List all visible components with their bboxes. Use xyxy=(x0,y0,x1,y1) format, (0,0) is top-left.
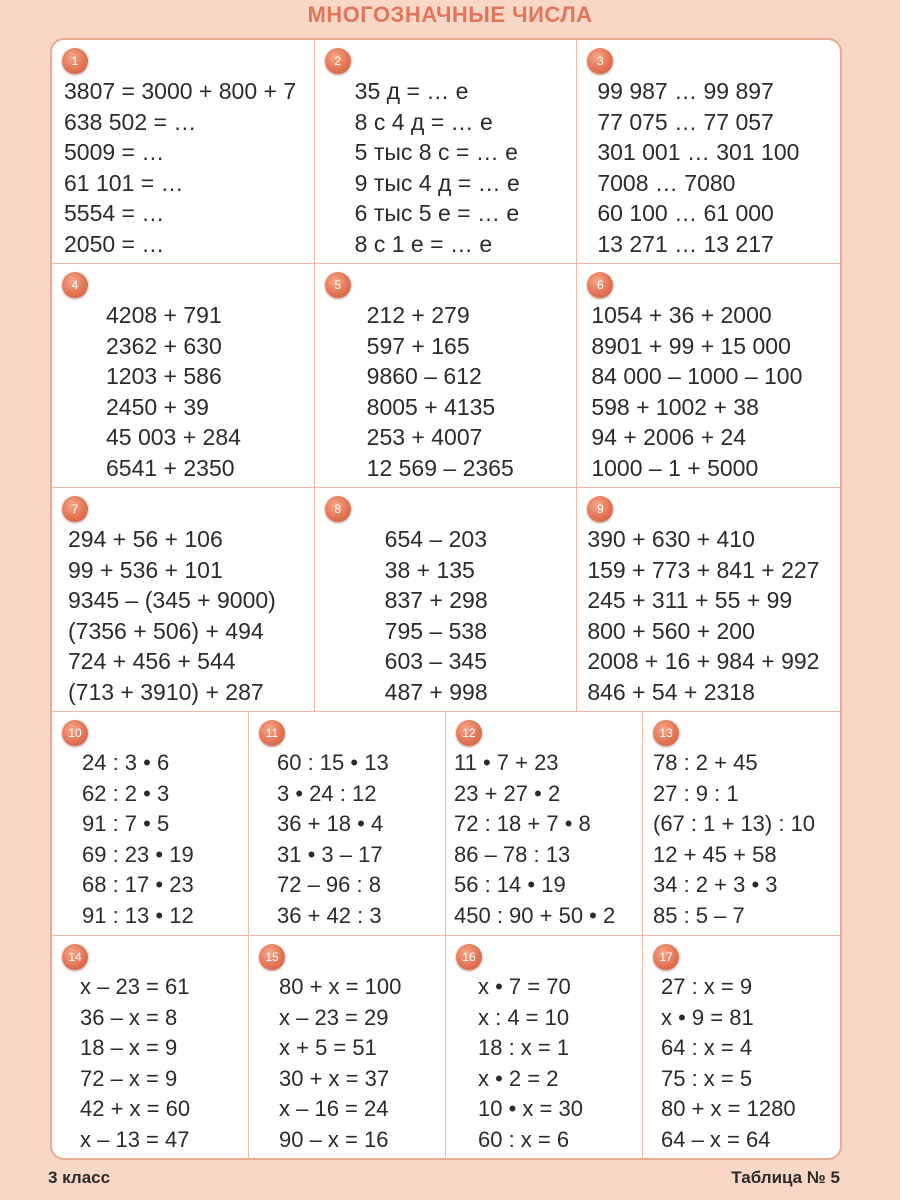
exercise-line: 2008 + 16 + 984 + 992 xyxy=(587,648,820,674)
exercise-line: 846 + 54 + 2318 xyxy=(587,678,755,705)
table-row xyxy=(52,488,840,712)
exercise-line: 12 569 – 2365 xyxy=(366,454,514,481)
table-number: Таблица № 5 xyxy=(731,1168,840,1187)
exercise-number-badge: 7 xyxy=(62,496,88,522)
exercise-line: 18 – x = 9 xyxy=(80,1035,178,1060)
exercise-list xyxy=(279,972,401,1155)
exercise-line: 34 : 2 + 3 • 3 xyxy=(653,872,778,897)
table-row xyxy=(52,40,840,264)
exercise-line: 253 + 4007 xyxy=(366,424,483,450)
exercise-line: 56 : 14 • 19 xyxy=(454,872,566,897)
exercise-line: 654 – 203 xyxy=(384,526,487,552)
exercise-line: x : 4 = 10 xyxy=(478,1004,570,1030)
exercise-line: 77 075 … 77 057 xyxy=(597,108,774,135)
exercise-cell-13 xyxy=(643,712,840,936)
exercise-line: 5009 = … xyxy=(64,139,165,165)
exercise-cell-14 xyxy=(52,936,249,1160)
exercise-line: 36 – x = 8 xyxy=(80,1004,178,1030)
exercise-number-badge: 12 xyxy=(456,720,482,746)
exercise-line: 42 + x = 60 xyxy=(80,1096,191,1121)
exercise-line: x • 2 = 2 xyxy=(478,1065,559,1091)
exercise-line: 30 + x = 37 xyxy=(279,1065,390,1091)
exercise-line: 8 с 4 д = … е xyxy=(354,108,493,135)
exercise-line: 9 тыс 4 д = … е xyxy=(354,169,520,196)
exercise-cell-16 xyxy=(446,936,643,1160)
exercise-line: 450 : 90 + 50 • 2 xyxy=(454,902,616,928)
exercise-line: 212 + 279 xyxy=(366,302,470,328)
exercise-line: 27 : 9 : 1 xyxy=(653,780,739,806)
exercise-line: 3 • 24 : 12 xyxy=(277,780,377,806)
exercise-number-badge: 13 xyxy=(653,720,679,746)
exercise-list xyxy=(653,748,815,931)
exercise-line: 80 + x = 1280 xyxy=(661,1096,796,1121)
exercise-cell-9 xyxy=(577,488,840,712)
exercise-line: 18 : x = 1 xyxy=(478,1035,570,1060)
exercise-line: 78 : 2 + 45 xyxy=(653,750,758,775)
exercise-line: 86 – 78 : 13 xyxy=(454,841,571,867)
exercise-line: 99 + 536 + 101 xyxy=(68,556,223,583)
exercise-list xyxy=(82,748,194,931)
exercise-line: 11 • 7 + 23 xyxy=(454,750,559,775)
exercise-cell-5 xyxy=(315,264,578,488)
exercise-line: 72 – x = 9 xyxy=(80,1065,178,1091)
exercise-cell-15 xyxy=(249,936,446,1160)
exercise-line: 31 • 3 – 17 xyxy=(277,841,383,867)
exercise-line: 1203 + 586 xyxy=(106,363,222,389)
exercise-line: 45 003 + 284 xyxy=(106,424,241,450)
exercise-line: 8005 + 4135 xyxy=(366,393,496,420)
exercise-line: (7356 + 506) + 494 xyxy=(68,617,264,644)
exercise-line: 72 : 18 + 7 • 8 xyxy=(454,811,591,836)
exercise-line: 62 : 2 • 3 xyxy=(82,780,170,806)
exercise-line: 245 + 311 + 55 + 99 xyxy=(587,587,793,613)
exercise-cell-8 xyxy=(315,488,578,712)
exercise-list xyxy=(478,972,583,1155)
exercise-line: x • 7 = 70 xyxy=(478,974,571,999)
exercise-line: 390 + 630 + 410 xyxy=(587,526,755,552)
exercise-line: 99 987 … 99 897 xyxy=(597,78,774,104)
exercise-line: 61 101 = … xyxy=(64,169,184,196)
exercise-line: 598 + 1002 + 38 xyxy=(591,393,759,420)
exercise-line: 638 502 = … xyxy=(64,108,197,135)
exercise-line: x – 23 = 61 xyxy=(80,974,190,999)
exercise-line: 1000 – 1 + 5000 xyxy=(591,454,759,481)
exercise-line: 35 д = … е xyxy=(354,78,469,104)
exercise-line: 94 + 2006 + 24 xyxy=(591,424,747,450)
exercise-line: 91 : 7 • 5 xyxy=(82,811,170,836)
table-row xyxy=(52,936,840,1160)
exercise-line: 4208 + 791 xyxy=(106,302,222,328)
exercise-line: 10 • x = 30 xyxy=(478,1096,583,1121)
exercise-line: 301 001 … 301 100 xyxy=(597,139,800,165)
exercise-line: x – 16 = 24 xyxy=(279,1096,389,1121)
exercise-line: 1054 + 36 + 2000 xyxy=(591,302,772,328)
exercise-line: 5 тыс 8 с = … е xyxy=(354,139,518,165)
exercise-line: 60 100 … 61 000 xyxy=(597,200,774,226)
exercise-line: 9860 – 612 xyxy=(366,363,482,389)
exercise-line: 60 : 15 • 13 xyxy=(277,750,389,775)
exercise-number-badge: 8 xyxy=(325,496,351,522)
exercise-line: x • 9 = 81 xyxy=(661,1004,754,1030)
exercise-number-badge: 15 xyxy=(259,944,285,970)
exercise-line: 85 : 5 – 7 xyxy=(653,902,745,928)
exercise-list xyxy=(454,748,615,931)
exercise-line: 724 + 456 + 544 xyxy=(68,648,236,674)
exercise-line: 2362 + 630 xyxy=(106,332,222,359)
exercise-line: 8901 + 99 + 15 000 xyxy=(591,332,791,359)
exercise-line: 84 000 – 1000 – 100 xyxy=(591,363,803,389)
exercise-line: 7008 … 7080 xyxy=(597,169,736,196)
exercise-number-badge: 11 xyxy=(259,720,285,746)
exercise-line: 2450 + 39 xyxy=(106,393,209,420)
exercise-list xyxy=(68,524,276,707)
exercise-cell-10 xyxy=(52,712,249,936)
exercise-line: 2050 = … xyxy=(64,230,165,257)
exercise-cell-3 xyxy=(577,40,840,264)
exercise-cell-4 xyxy=(52,264,315,488)
exercise-line: 800 + 560 + 200 xyxy=(587,617,755,644)
exercise-line: (713 + 3910) + 287 xyxy=(68,678,264,705)
exercise-line: 36 + 18 • 4 xyxy=(277,811,384,836)
exercise-list xyxy=(106,300,241,483)
exercise-list xyxy=(587,524,819,707)
exercise-number-badge: 17 xyxy=(653,944,679,970)
exercise-line: 795 – 538 xyxy=(384,617,487,644)
exercise-line: 64 – x = 64 xyxy=(661,1126,771,1152)
exercise-line: 68 : 17 • 23 xyxy=(82,872,194,897)
exercise-number-badge: 6 xyxy=(587,272,613,298)
exercise-line: x – 23 = 29 xyxy=(279,1004,389,1030)
exercise-list xyxy=(597,76,799,259)
grade-label: 3 класс xyxy=(48,1168,111,1187)
exercise-list xyxy=(661,972,796,1155)
exercise-line: 12 + 45 + 58 xyxy=(653,841,777,867)
exercise-line: 6541 + 2350 xyxy=(106,454,235,481)
exercise-line: 24 : 3 • 6 xyxy=(82,750,170,775)
exercise-line: 27 : x = 9 xyxy=(661,974,753,999)
exercise-line: 6 тыс 5 е = … е xyxy=(354,200,520,226)
exercise-line: 159 + 773 + 841 + 227 xyxy=(587,556,820,583)
exercise-line: x + 5 = 51 xyxy=(279,1035,377,1060)
exercise-number-badge: 3 xyxy=(587,48,613,74)
exercise-list xyxy=(367,300,514,483)
exercise-cell-12 xyxy=(446,712,643,936)
exercise-number-badge: 4 xyxy=(62,272,88,298)
exercise-list xyxy=(385,524,488,707)
exercise-line: 487 + 998 xyxy=(384,678,488,705)
exercise-line: 837 + 298 xyxy=(384,587,488,613)
exercise-line: 9345 – (345 + 9000) xyxy=(68,587,276,613)
table-row xyxy=(52,264,840,488)
page-title: МНОГОЗНАЧНЫЕ ЧИСЛА xyxy=(307,2,593,27)
exercise-line: 91 : 13 • 12 xyxy=(82,902,194,928)
exercise-number-badge: 2 xyxy=(325,48,351,74)
exercise-line: 75 : x = 5 xyxy=(661,1065,753,1091)
exercise-number-badge: 5 xyxy=(325,272,351,298)
exercise-list xyxy=(80,972,190,1155)
exercise-line: 90 – x = 16 xyxy=(279,1126,389,1152)
exercise-line: 603 – 345 xyxy=(384,648,487,674)
exercise-line: 38 + 135 xyxy=(384,556,475,583)
exercise-cell-7 xyxy=(52,488,315,712)
exercise-line: 60 : x = 6 xyxy=(478,1126,570,1152)
exercise-line: 80 + x = 100 xyxy=(279,974,402,999)
exercise-line: (67 : 1 + 13) : 10 xyxy=(653,811,816,836)
exercise-line: 64 : x = 4 xyxy=(661,1035,753,1060)
exercise-line: 294 + 56 + 106 xyxy=(68,526,223,552)
exercise-cell-1 xyxy=(52,40,315,264)
exercise-number-badge: 1 xyxy=(62,48,88,74)
exercise-list xyxy=(64,76,296,259)
exercise-number-badge: 14 xyxy=(62,944,88,970)
exercise-line: 23 + 27 • 2 xyxy=(454,780,561,806)
exercise-list xyxy=(355,76,520,259)
exercise-line: 69 : 23 • 19 xyxy=(82,841,194,867)
exercise-cell-2 xyxy=(315,40,578,264)
exercise-cell-11 xyxy=(249,712,446,936)
exercise-line: 3807 = 3000 + 800 + 7 xyxy=(64,78,297,104)
exercise-line: 72 – 96 : 8 xyxy=(277,872,381,897)
exercise-number-badge: 9 xyxy=(587,496,613,522)
exercise-line: x – 13 = 47 xyxy=(80,1126,190,1152)
exercise-list xyxy=(591,300,802,483)
exercise-line: 36 + 42 : 3 xyxy=(277,902,382,928)
exercise-cell-6 xyxy=(577,264,840,488)
exercise-line: 5554 = … xyxy=(64,200,165,226)
exercise-table xyxy=(50,38,842,1160)
exercise-line: 8 с 1 е = … е xyxy=(354,230,493,257)
exercise-line: 597 + 165 xyxy=(366,332,470,359)
exercise-cell-17 xyxy=(643,936,840,1160)
table-row xyxy=(52,712,840,936)
exercise-line: 13 271 … 13 217 xyxy=(597,230,774,257)
exercise-number-badge: 16 xyxy=(456,944,482,970)
exercise-number-badge: 10 xyxy=(62,720,88,746)
exercise-list xyxy=(277,748,389,931)
